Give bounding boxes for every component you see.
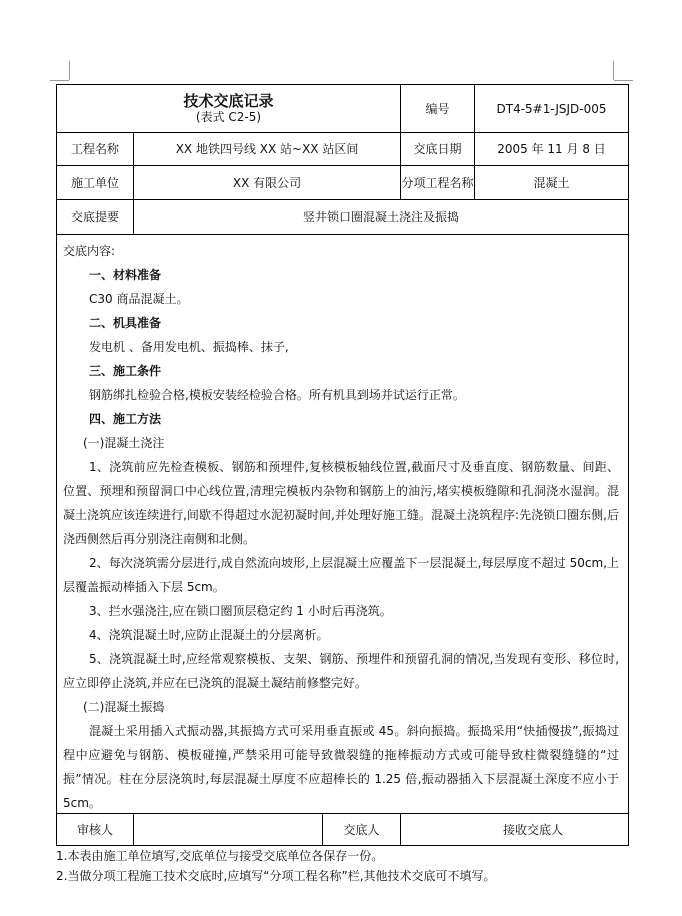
subsection-pouring-title: (一)混凝土浇注: [83, 436, 165, 450]
content-label: 交底内容:: [63, 244, 116, 258]
subproject-name-label: 分项工程名称: [401, 166, 475, 200]
crop-mark-top-left-vertical: [69, 61, 70, 80]
disclosure-content: [63, 239, 619, 809]
construction-unit-value[interactable]: XX 有限公司: [134, 166, 401, 200]
form-subtitle: (表式 C2-5): [195, 110, 262, 124]
method-paragraph-4: 4、浇筑混凝土时,应防止混凝土的分层离析。: [89, 628, 329, 642]
disclosure-date-label: 交底日期: [401, 133, 475, 166]
section-equipment-text: 发电机 、备用发电机、振捣棒、抹子,: [89, 340, 289, 354]
reviewer-field[interactable]: [134, 814, 323, 846]
subproject-name-value[interactable]: 混凝土: [475, 166, 629, 200]
receiver-label: 接收交底人: [503, 822, 564, 837]
project-name-value[interactable]: XX 地铁四号线 XX 站~XX 站区间: [134, 133, 401, 166]
section-materials-text: C30 商品混凝土。: [89, 292, 189, 306]
disclosure-date-value[interactable]: 2005 年 11 月 8 日: [475, 133, 629, 166]
summary-label: 交底提要: [57, 200, 134, 235]
form-title-cell: [57, 85, 401, 133]
section-equipment-title: 二、机具准备: [89, 316, 162, 330]
number-value[interactable]: DT4-5#1-JSJD-005: [475, 85, 629, 133]
note-1: 1.本表由施工单位填写,交底单位与接受交底单位各保存一份。: [56, 849, 384, 863]
reviewer-label: 审核人: [57, 814, 134, 846]
summary-value[interactable]: 竖井锁口圈混凝土浇注及振捣: [134, 200, 629, 235]
section-methods-title: 四、施工方法: [89, 412, 162, 426]
section-conditions-text: 钢筋绑扎检验合格,模板安装经检验合格。所有机具到场并试运行正常。: [89, 388, 465, 402]
section-conditions-title: 三、施工条件: [89, 364, 162, 378]
method-paragraph-2: 2、每次浇筑需分层进行,成自然流向坡形,上层混凝土应覆盖下一层混凝土,每层厚度不超过 50cm,上层覆盖振动棒插入下层 5cm。: [63, 556, 620, 594]
form-notes: [56, 846, 496, 886]
presenter-and-receiver-cell[interactable]: [401, 814, 629, 846]
method-paragraph-5: 5、浇筑混凝土时,应经常观察模板、支架、钢筋、预埋件和预留孔洞的情况,当发现有变形、移位时,应立即停止浇筑,并应在已浇筑的混凝土凝结前修整完好。: [63, 652, 620, 690]
method-paragraph-3: 3、拦水强浇注,应在锁口圈顶层稳定约 1 小时后再浇筑。: [89, 604, 392, 618]
section-materials-title: 一、材料准备: [89, 268, 162, 282]
method-paragraph-1: 1、浇筑前应先检查模板、钢筋和预埋件,复核模板轴线位置,截面尺寸及垂直度、钢筋数量、间距、位置、预埋和预留洞口中心线位置,清理完模板内杂物和钢筋上的油污,堵实模板缝隙和孔洞浇水湿润。混凝土浇筑应该连续进行,间歇不得超过水泥初凝时间,并处理好施工缝。混凝土浇筑程序:先浇锁口圈东侧,后浇西侧然后再分别浇注南侧和北侧。: [63, 460, 620, 546]
crop-mark-top-left-horizontal: [50, 80, 69, 81]
note-2: 2.当做分项工程施工技术交底时,应填写“分项工程名称”栏,其他技术交底可不填写。: [56, 869, 496, 883]
disclosure-record-table: [56, 84, 629, 846]
project-name-label: 工程名称: [57, 133, 134, 166]
form-title: 技术交底记录: [183, 92, 274, 110]
disclosure-content-cell[interactable]: [57, 235, 629, 814]
presenter-label: 交底人: [323, 814, 401, 846]
crop-mark-top-right-vertical: [613, 61, 614, 80]
crop-mark-top-right-horizontal: [614, 80, 633, 81]
subsection-vibration-title: (二)混凝土振捣: [83, 700, 165, 714]
vibration-paragraph: 混凝土采用插入式振动器,其振捣方式可采用垂直振或 45。斜向振捣。振捣采用“快插慢拔”,振捣过程中应避免与钢筋、模板碰撞,严禁采用可能导致微裂缝的拖棒振动方式或可能导致柱微裂缝缝的“过振”情况。柱在分层浇筑时,每层混凝土厚度不应超棒长的 1.25 倍,振动器插入下层混凝土深度不应小于 5cm。: [63, 724, 620, 809]
construction-unit-label: 施工单位: [57, 166, 134, 200]
number-label: 编号: [401, 85, 475, 133]
